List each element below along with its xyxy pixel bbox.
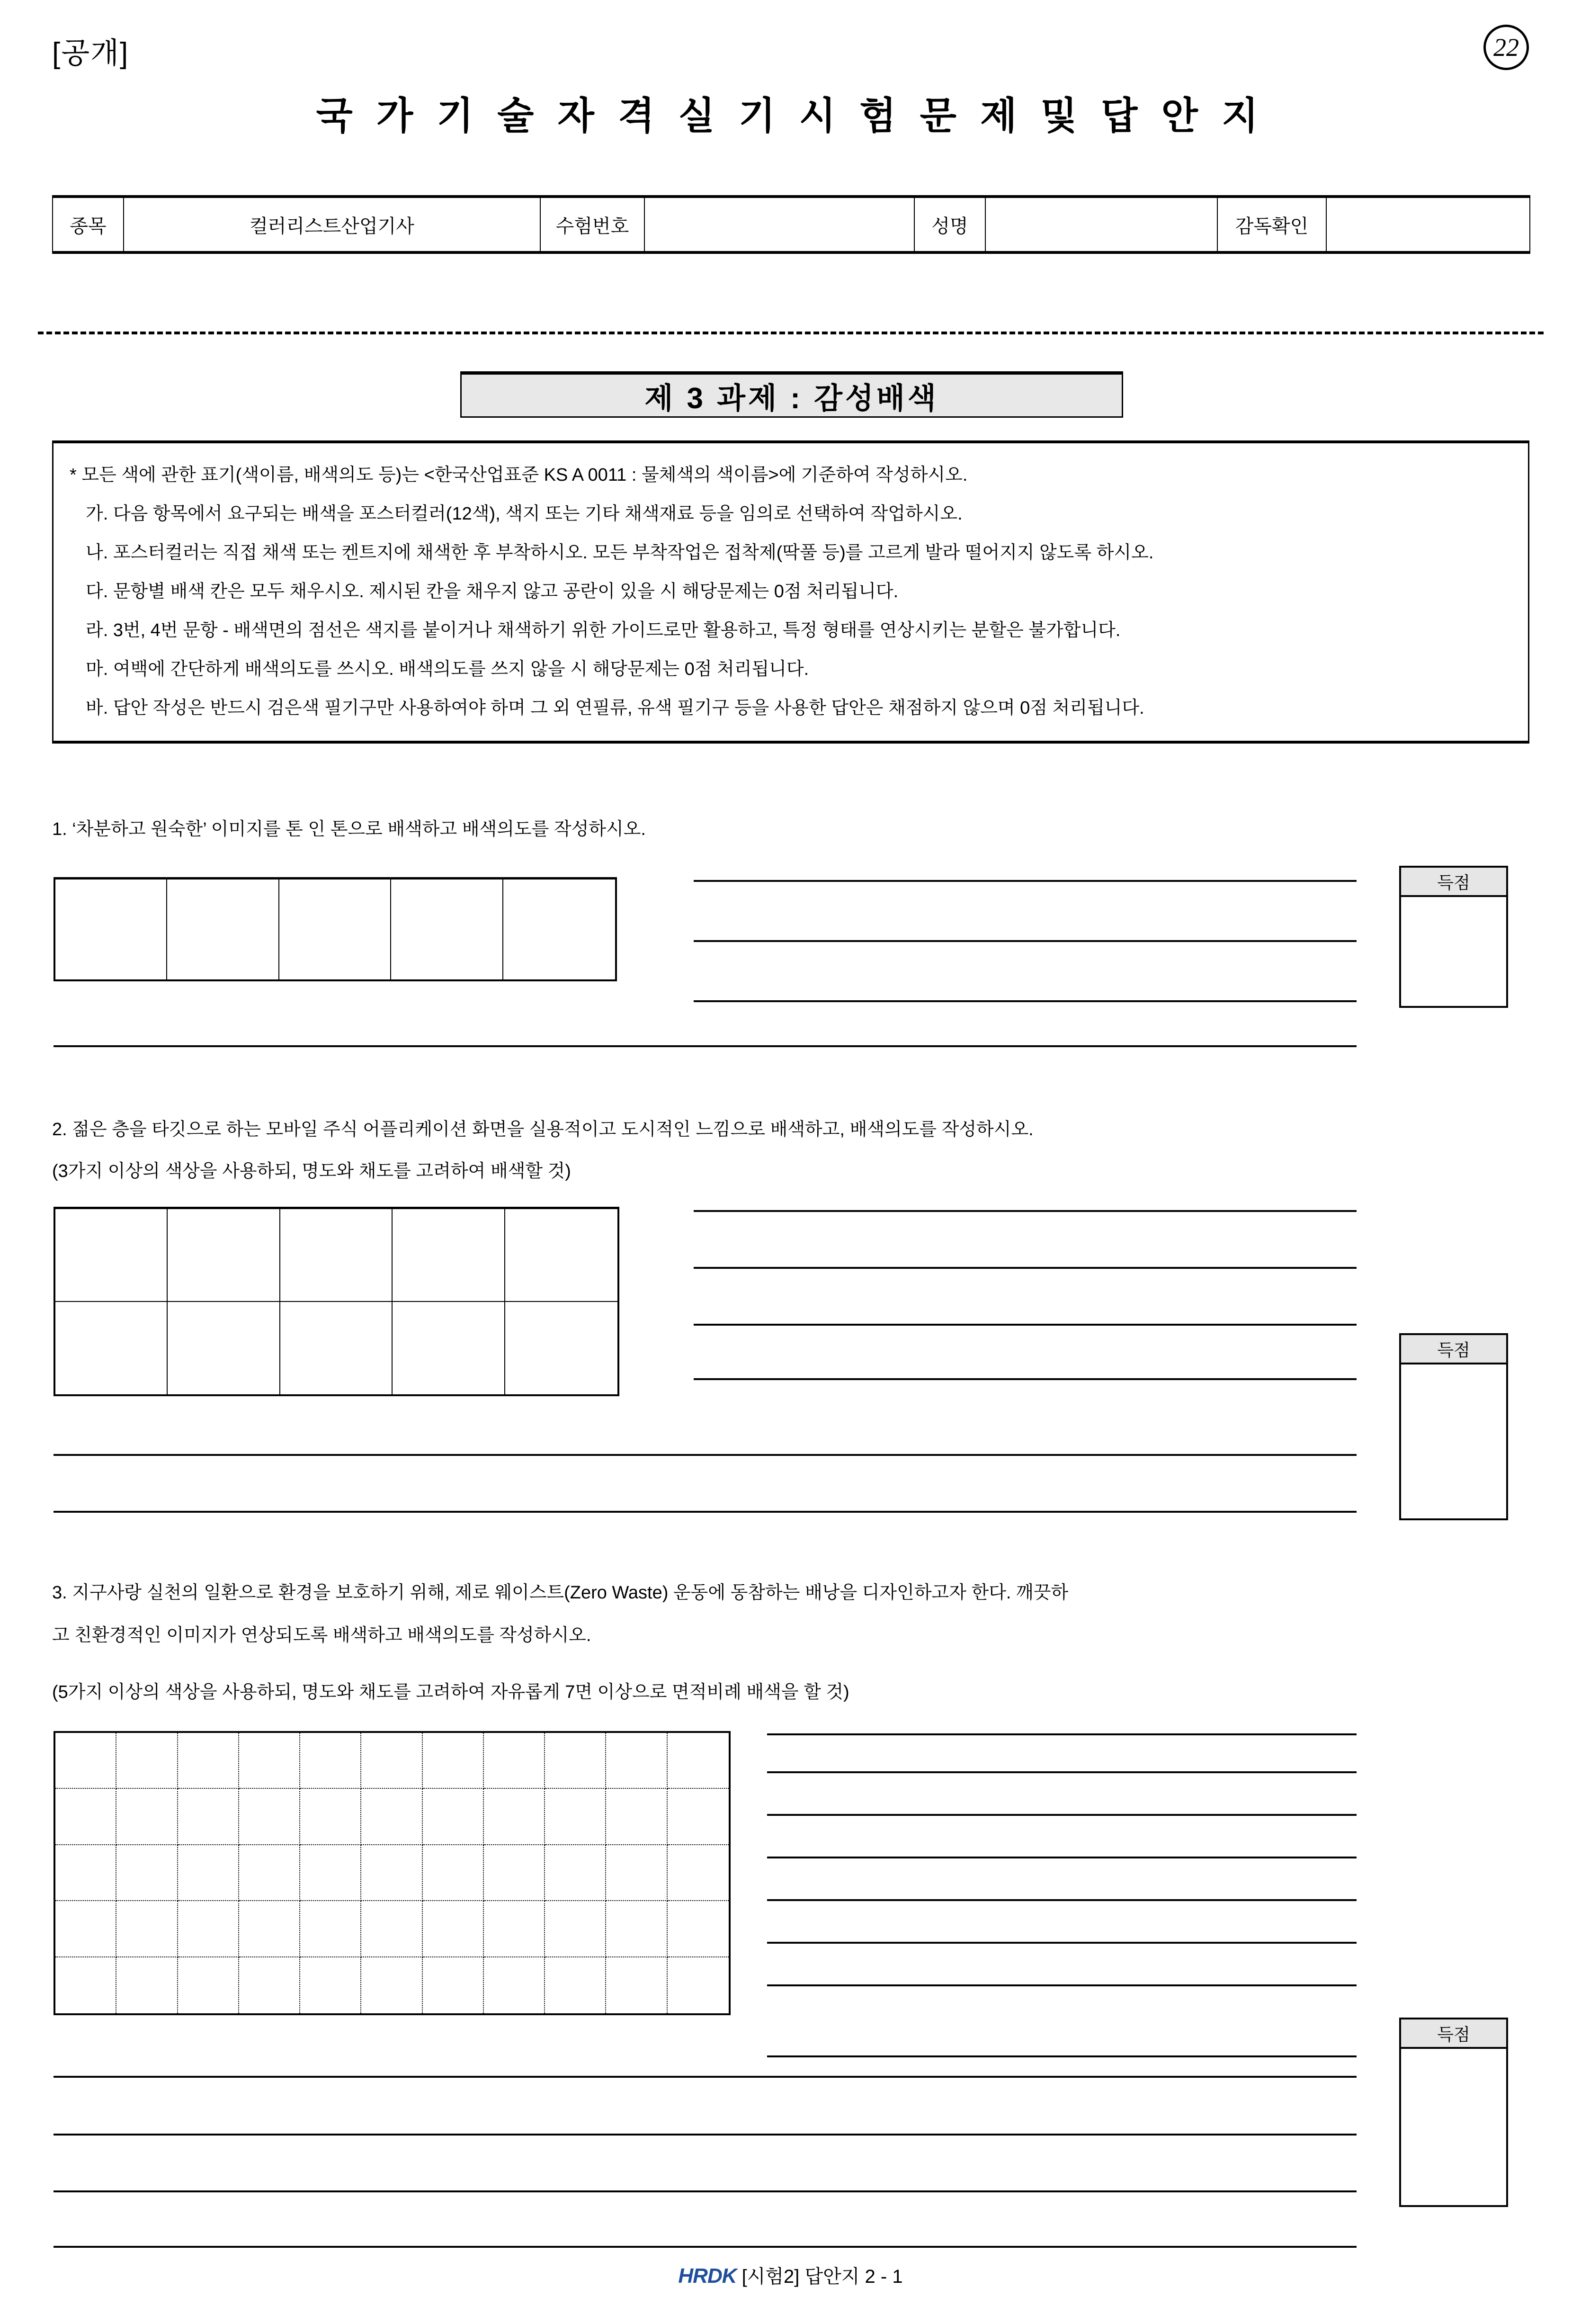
instruction-line: 나. 포스터컬러는 직접 채색 또는 켄트지에 채색한 후 부착하시오. 모든 부착작업은 접착제(딱풀 등)를 고르게 발라 떨어지지 않도록 하시오. <box>86 543 1154 563</box>
color-cell[interactable] <box>361 1733 422 1789</box>
public-tag: [공개] <box>52 37 129 70</box>
q2-write-rule <box>694 1267 1357 1269</box>
color-cell[interactable] <box>239 1901 300 1957</box>
document-title: 국 가 기 술 자 격 실 기 시 험 문 제 및 답 안 지 <box>316 95 1265 137</box>
color-cell[interactable] <box>545 1845 606 1901</box>
label-subject: 종목 <box>53 197 124 252</box>
color-cell[interactable] <box>116 1733 178 1789</box>
question-3-text-line-1: 3. 지구사랑 실천의 일환으로 환경을 보호하기 위해, 제로 웨이스트(Zero Waste) 운동에 동참하는 배낭을 디자인하고자 한다. 깨끗하 <box>52 1583 1069 1603</box>
color-cell[interactable] <box>361 1957 422 2013</box>
color-cell[interactable] <box>393 1209 505 1302</box>
color-cell[interactable] <box>167 879 279 979</box>
color-cell[interactable] <box>545 1901 606 1957</box>
q3-write-rule <box>767 1984 1357 1986</box>
color-cell[interactable] <box>484 1957 545 2013</box>
color-cell[interactable] <box>361 1789 422 1845</box>
color-cell[interactable] <box>178 1901 239 1957</box>
q3-write-rule <box>54 2134 1357 2136</box>
instruction-line: 라. 3번, 4번 문항 - 배색면의 점선은 색지를 붙이거나 채색하기 위한 가이드로만 활용하고, 특정 형태를 연상시키는 분할은 불가합니다. <box>86 620 1121 640</box>
q3-write-rule <box>767 1814 1357 1816</box>
color-cell[interactable] <box>116 1845 178 1901</box>
color-cell[interactable] <box>55 879 167 979</box>
score-value-area[interactable] <box>1401 2049 1506 2203</box>
label-name: 성명 <box>914 197 985 252</box>
color-cell[interactable] <box>484 1733 545 1789</box>
color-cell[interactable] <box>55 1957 116 2013</box>
q3-write-rule <box>767 2055 1357 2057</box>
q2-write-rule <box>694 1378 1357 1380</box>
color-cell[interactable] <box>361 1845 422 1901</box>
question-3-score-box[interactable] <box>1399 2018 1508 2207</box>
color-cell[interactable] <box>280 1302 393 1395</box>
score-value-area[interactable] <box>1401 1364 1506 1516</box>
color-cell[interactable] <box>300 1789 361 1845</box>
q2-write-rule <box>694 1324 1357 1326</box>
color-cell[interactable] <box>484 1901 545 1957</box>
cut-line-separator <box>38 332 1544 334</box>
q2-write-rule <box>54 1511 1357 1513</box>
color-cell[interactable] <box>545 1733 606 1789</box>
color-cell[interactable] <box>668 1845 729 1901</box>
color-cell[interactable] <box>239 1845 300 1901</box>
question-2-text-line-2: (3가지 이상의 색상을 사용하되, 명도와 채도를 고려하여 배색할 것) <box>52 1161 571 1181</box>
label-exam-number: 수험번호 <box>540 197 644 252</box>
instructions-box <box>52 440 1529 744</box>
page-footer <box>0 2261 1581 2288</box>
color-cell[interactable] <box>178 1845 239 1901</box>
color-cell[interactable] <box>484 1845 545 1901</box>
color-cell[interactable] <box>606 1901 667 1957</box>
color-cell[interactable] <box>178 1789 239 1845</box>
color-cell[interactable] <box>55 1209 168 1302</box>
color-cell[interactable] <box>545 1957 606 2013</box>
color-cell[interactable] <box>116 1901 178 1957</box>
score-value-area[interactable] <box>1401 897 1506 1004</box>
color-cell[interactable] <box>545 1789 606 1845</box>
color-cell[interactable] <box>668 1901 729 1957</box>
score-label: 득점 <box>1401 1335 1506 1364</box>
color-cell[interactable] <box>55 1302 168 1395</box>
color-cell[interactable] <box>484 1789 545 1845</box>
color-cell[interactable] <box>361 1901 422 1957</box>
color-cell[interactable] <box>606 1789 667 1845</box>
color-cell[interactable] <box>391 879 503 979</box>
instruction-line: 다. 문항별 배색 칸은 모두 채우시오. 제시된 칸을 채우지 않고 공란이 있을 시 해당문제는 0점 처리됩니다. <box>86 582 899 601</box>
color-cell[interactable] <box>505 1209 617 1302</box>
question-3-text-line-2: 고 친환경적인 이미지가 연상되도록 배색하고 배색의도를 작성하시오. <box>52 1625 591 1645</box>
hrdk-logo: HRDK <box>678 2264 737 2288</box>
instruction-line: 마. 여백에 간단하게 배색의도를 쓰시오. 배색의도를 쓰지 않을 시 해당문제는 0점 처리됩니다. <box>86 659 809 679</box>
candidate-info-table <box>52 195 1530 254</box>
q3-write-rule <box>767 1942 1357 1944</box>
label-supervisor: 감독확인 <box>1217 197 1326 252</box>
q3-write-rule <box>767 1857 1357 1858</box>
color-cell[interactable] <box>178 1957 239 2013</box>
q1-write-rule <box>54 1045 1357 1047</box>
footer-text: [시험2] 답안지 2 - 1 <box>741 2266 903 2287</box>
color-cell[interactable] <box>606 1845 667 1901</box>
color-cell[interactable] <box>55 1901 116 1957</box>
value-supervisor[interactable] <box>1326 197 1530 252</box>
color-cell[interactable] <box>423 1789 484 1845</box>
color-cell[interactable] <box>55 1789 116 1845</box>
instruction-line: 가. 다음 항목에서 요구되는 배색을 포스터컬러(12색), 색지 또는 기타 채색재료 등을 임의로 선택하여 작업하시오. <box>86 504 963 524</box>
instruction-line: 바. 답안 작성은 반드시 검은색 필기구만 사용하여야 하며 그 외 연필류, 유색 필기구 등을 사용한 답안은 채점하지 않으며 0점 처리됩니다. <box>86 698 1144 718</box>
color-cell[interactable] <box>606 1957 667 2013</box>
color-cell[interactable] <box>505 1302 617 1395</box>
q3-write-rule <box>767 1899 1357 1901</box>
q1-write-rule <box>694 1000 1357 1002</box>
color-cell[interactable] <box>116 1957 178 2013</box>
score-label: 득점 <box>1401 868 1506 897</box>
color-cell[interactable] <box>168 1302 280 1395</box>
q3-write-rule <box>767 1771 1357 1773</box>
score-label: 득점 <box>1401 2019 1506 2049</box>
color-cell[interactable] <box>393 1302 505 1395</box>
q3-write-rule <box>54 2076 1357 2078</box>
question-2-score-box[interactable] <box>1399 1333 1508 1520</box>
color-cell[interactable] <box>606 1733 667 1789</box>
q3-write-rule <box>767 1733 1357 1735</box>
color-cell[interactable] <box>116 1789 178 1845</box>
color-cell[interactable] <box>280 1209 393 1302</box>
color-cell[interactable] <box>503 879 615 979</box>
color-cell[interactable] <box>423 1957 484 2013</box>
question-3-color-grid[interactable] <box>54 1731 731 2015</box>
color-cell[interactable] <box>668 1957 729 2013</box>
color-cell[interactable] <box>668 1789 729 1845</box>
q2-write-rule <box>694 1210 1357 1212</box>
question-2-color-grid[interactable] <box>54 1207 619 1396</box>
q2-write-rule <box>54 1454 1357 1456</box>
color-cell[interactable] <box>668 1733 729 1789</box>
color-cell[interactable] <box>300 1957 361 2013</box>
color-cell[interactable] <box>239 1733 300 1789</box>
q3-write-rule <box>54 2190 1357 2192</box>
q1-write-rule <box>694 940 1357 942</box>
color-cell[interactable] <box>423 1733 484 1789</box>
color-cell[interactable] <box>55 1845 116 1901</box>
color-cell[interactable] <box>423 1845 484 1901</box>
color-cell[interactable] <box>300 1733 361 1789</box>
question-1-score-box[interactable] <box>1399 866 1508 1008</box>
color-cell[interactable] <box>300 1901 361 1957</box>
value-subject: 컬러리스트산업기사 <box>124 197 540 252</box>
color-cell[interactable] <box>55 1733 116 1789</box>
value-name[interactable] <box>985 197 1217 252</box>
question-1-color-grid[interactable] <box>54 877 617 981</box>
question-2-text-line-1: 2. 젊은 층을 타깃으로 하는 모바일 주식 어플리케이션 화면을 실용적이고 도시적인 느낌으로 배색하고, 배색의도를 작성하시오. <box>52 1120 1034 1140</box>
instruction-line: * 모든 색에 관한 표기(색이름, 배색의도 등)는 <한국산업표준 KS A 0011 : 물체색의 색이름>에 기준하여 작성하시오. <box>70 465 968 485</box>
color-cell[interactable] <box>178 1733 239 1789</box>
color-cell[interactable] <box>423 1901 484 1957</box>
color-cell[interactable] <box>300 1845 361 1901</box>
q3-write-rule <box>54 2246 1357 2248</box>
color-cell[interactable] <box>168 1209 280 1302</box>
color-cell[interactable] <box>279 879 391 979</box>
question-1-text: 1. ‘차분하고 원숙한’ 이미지를 톤 인 톤으로 배색하고 배색의도를 작성하시오. <box>52 819 646 839</box>
page-number-badge: 22 <box>1483 25 1529 70</box>
task-title-banner: 제 3 과제 : 감성배색 <box>460 371 1123 418</box>
value-exam-number[interactable] <box>644 197 914 252</box>
question-3-text-line-3: (5가지 이상의 색상을 사용하되, 명도와 채도를 고려하여 자유롭게 7면 이상으로 면적비례 배색을 할 것) <box>52 1682 849 1702</box>
color-cell[interactable] <box>239 1789 300 1845</box>
q1-write-rule <box>694 880 1357 882</box>
color-cell[interactable] <box>239 1957 300 2013</box>
